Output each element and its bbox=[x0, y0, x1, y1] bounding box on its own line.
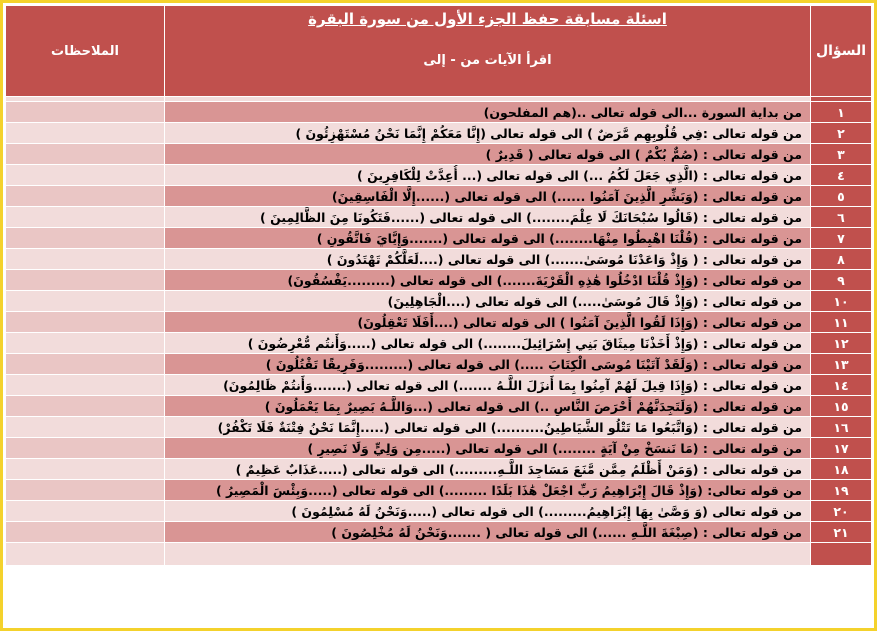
notes-cell[interactable] bbox=[6, 333, 164, 353]
table-row bbox=[6, 249, 871, 269]
question-number: ١١ bbox=[811, 312, 871, 332]
empty-row bbox=[6, 543, 871, 565]
notes-cell[interactable] bbox=[6, 270, 164, 290]
table-row bbox=[6, 291, 871, 311]
notes-cell[interactable] bbox=[6, 438, 164, 458]
question-text: من قوله تعالى (وَ وَصَّىٰ بِهَا إِبْرَاهِيمُ.........) الى قوله تعالى (.....وَنَحْنُ لَهُ مُسْلِمُونَ ) bbox=[165, 501, 810, 521]
spacer-cell bbox=[811, 97, 871, 101]
notes-cell[interactable] bbox=[6, 417, 164, 437]
table-row bbox=[6, 102, 871, 122]
question-number: ١٩ bbox=[811, 480, 871, 500]
question-number: ٣ bbox=[811, 144, 871, 164]
question-text: من قوله تعالى : (صِبْغَةَ اللَّـهِ ......) الى قوله تعالى ( .......وَنَحْنُ لَهُ مُخْلِصُونَ ) bbox=[165, 522, 810, 542]
table-row bbox=[6, 375, 871, 395]
questions-table bbox=[5, 5, 872, 566]
table-row bbox=[6, 270, 871, 290]
question-text: من قوله تعالى : (مَا نَنسَخْ مِنْ آيَةٍ ........) الى قوله تعالى (.....مِن وَلِيٍّ وَلَا نَصِيرٍ ) bbox=[165, 438, 810, 458]
table-row bbox=[6, 501, 871, 521]
question-text: من قوله تعالى: (وَإِذْ قَالَ إِبْرَاهِيمُ رَبِّ اجْعَلْ هَٰذَا بَلَدًا .........) الى قوله تعالى (.....وَبِئْسَ الْمَصِيرُ ) bbox=[165, 480, 810, 500]
table-row bbox=[6, 144, 871, 164]
header-spacer-row bbox=[6, 97, 871, 101]
notes-cell[interactable] bbox=[6, 144, 164, 164]
question-text: من قوله تعالى : (وَمَنْ أَظْلَمُ مِمَّن مَّنَعَ مَسَاجِدَ اللَّـهِ.........) الى قوله تعالى (.....عَذَابٌ عَظِيمٌ ) bbox=[165, 459, 810, 479]
table-row bbox=[6, 396, 871, 416]
question-number: ١٣ bbox=[811, 354, 871, 374]
spacer-cell bbox=[165, 97, 810, 101]
question-text: من قوله تعالى : (وَإِذَا لَقُوا الَّذِينَ آمَنُوا ) الى قوله تعالى (....أَفَلَا تَعْقِلُونَ) bbox=[165, 312, 810, 332]
question-text: من بداية السورة ...الى قوله تعالى ..(هم المفلحون) bbox=[165, 102, 810, 122]
table-row bbox=[6, 480, 871, 500]
question-text: من قوله تعالى : ( وَإِذْ وَاعَدْنَا مُوسَىٰ.......) الى قوله تعالى (....لَعَلَّكُمْ تَهْتَدُونَ ) bbox=[165, 249, 810, 269]
notes-cell[interactable] bbox=[6, 396, 164, 416]
question-number: ٦ bbox=[811, 207, 871, 227]
notes-cell[interactable] bbox=[6, 375, 164, 395]
table-header bbox=[6, 6, 871, 96]
question-text: من قوله تعالى : (وَاتَّبَعُوا مَا تَتْلُو الشَّيَاطِينُ..........) الى قوله تعالى (.....إِنَّمَا نَحْنُ فِتْنَةٌ فَلَا تَكْفُرْ) bbox=[165, 417, 810, 437]
empty-cell bbox=[811, 543, 871, 565]
title-header-cell bbox=[165, 6, 810, 96]
question-number: ٨ bbox=[811, 249, 871, 269]
notes-cell[interactable] bbox=[6, 249, 164, 269]
table-row bbox=[6, 186, 871, 206]
notes-cell[interactable] bbox=[6, 312, 164, 332]
notes-cell[interactable] bbox=[6, 123, 164, 143]
table-row bbox=[6, 417, 871, 437]
question-text: من قوله تعالى : (قَالُوا سُبْحَانَكَ لَا عِلْمَ........) الى قوله تعالى (......فَتَكُونَا مِنَ الظَّالِمِينَ ) bbox=[165, 207, 810, 227]
table-row bbox=[6, 165, 871, 185]
notes-cell[interactable] bbox=[6, 186, 164, 206]
table-row bbox=[6, 438, 871, 458]
question-text: من قوله تعالى : (وَإِذْ قَالَ مُوسَىٰ.....) الى قوله تعالى (....الْجَاهِلِينَ) bbox=[165, 291, 810, 311]
question-text: من قوله تعالى : (صُمٌّ بُكْمٌ ) الى قوله تعالى ( قَدِيرٌ ) bbox=[165, 144, 810, 164]
question-text: من قوله تعالى : (وَإِذَا قِيلَ لَهُمْ آمِنُوا بِمَا أَنزَلَ اللَّـهُ .......) الى قوله تعالى (.......وَأَنتُمْ ظَالِمُونَ) bbox=[165, 375, 810, 395]
question-text: من قوله تعالى : (وَلَقَدْ آتَيْنَا مُوسَى الْكِتَابَ .....) الى قوله تعالى (.........وَفَرِيقًا تَقْتُلُونَ ) bbox=[165, 354, 810, 374]
question-number: ١٦ bbox=[811, 417, 871, 437]
page-subtitle: اقرأ الآيات من - إلى bbox=[423, 53, 552, 68]
question-number: ٢١ bbox=[811, 522, 871, 542]
question-number: ٩ bbox=[811, 270, 871, 290]
table-row bbox=[6, 354, 871, 374]
notes-cell[interactable] bbox=[6, 459, 164, 479]
table-row bbox=[6, 522, 871, 542]
notes-cell[interactable] bbox=[6, 291, 164, 311]
table-row bbox=[6, 459, 871, 479]
question-number: ٢٠ bbox=[811, 501, 871, 521]
question-text: من قوله تعالى : (الَّذِي جَعَلَ لَكُمُ ...) الى قوله تعالى (... أُعِدَّتْ لِلْكَافِرِينَ ) bbox=[165, 165, 810, 185]
notes-column-header: الملاحظات bbox=[6, 6, 164, 96]
question-number: ٢ bbox=[811, 123, 871, 143]
notes-cell[interactable] bbox=[6, 228, 164, 248]
notes-cell[interactable] bbox=[6, 522, 164, 542]
question-number: ١٠ bbox=[811, 291, 871, 311]
question-text: من قوله تعالى : (وَبَشِّرِ الَّذِينَ آمَنُوا ......) الى قوله تعالى (......إِلَّا الْفَاسِقِينَ) bbox=[165, 186, 810, 206]
question-number: ١ bbox=[811, 102, 871, 122]
notes-cell[interactable] bbox=[6, 480, 164, 500]
question-number: ٧ bbox=[811, 228, 871, 248]
notes-cell[interactable] bbox=[6, 165, 164, 185]
question-number: ٥ bbox=[811, 186, 871, 206]
question-number: ١٢ bbox=[811, 333, 871, 353]
question-text: من قوله تعالى : (وَإِذْ قُلْنَا ادْخُلُوا هَٰذِهِ الْقَرْيَةَ.......) الى قوله تعالى (.........يَفْسُقُونَ) bbox=[165, 270, 810, 290]
question-number: ١٥ bbox=[811, 396, 871, 416]
question-number: ١٧ bbox=[811, 438, 871, 458]
question-text: من قوله تعالى : (قُلْنَا اهْبِطُوا مِنْهَا........) الى قوله تعالى (.......وَإِيَّايَ فَاتَّقُونِ ) bbox=[165, 228, 810, 248]
question-number: ١٨ bbox=[811, 459, 871, 479]
question-number: ١٤ bbox=[811, 375, 871, 395]
question-text: من قوله تعالى : (وَلَتَجِدَنَّهُمْ أَحْرَصَ النَّاسِ ..) الى قوله تعالى (...وَاللَّـهُ بَصِيرٌ بِمَا يَعْمَلُونَ ) bbox=[165, 396, 810, 416]
question-number: ٤ bbox=[811, 165, 871, 185]
spacer-cell bbox=[6, 97, 164, 101]
table-row bbox=[6, 333, 871, 353]
question-text: من قوله تعالى : (وَإِذْ أَخَذْنَا مِيثَاقَ بَنِي إِسْرَائِيلَ........) الى قوله تعالى (.....وَأَنتُم مُّعْرِضُونَ ) bbox=[165, 333, 810, 353]
page-title: اسئلة مسابقة حفظ الجزء الأول من سورة البقرة bbox=[308, 10, 667, 28]
table-row bbox=[6, 207, 871, 227]
table-row bbox=[6, 123, 871, 143]
notes-cell[interactable] bbox=[6, 354, 164, 374]
notes-cell[interactable] bbox=[6, 207, 164, 227]
empty-cell bbox=[6, 543, 164, 565]
notes-cell[interactable] bbox=[6, 501, 164, 521]
question-column-header: السؤال bbox=[811, 6, 871, 96]
notes-cell[interactable] bbox=[6, 102, 164, 122]
table-row bbox=[6, 312, 871, 332]
question-text: من قوله تعالى :فِي قُلُوبِهِم مَّرَضٌ ) الى قوله تعالى (إِنَّا مَعَكُمْ إِنَّمَا نَحْنُ مُسْتَهْزِئُونَ ) bbox=[165, 123, 810, 143]
empty-cell bbox=[165, 543, 810, 565]
table-row bbox=[6, 228, 871, 248]
